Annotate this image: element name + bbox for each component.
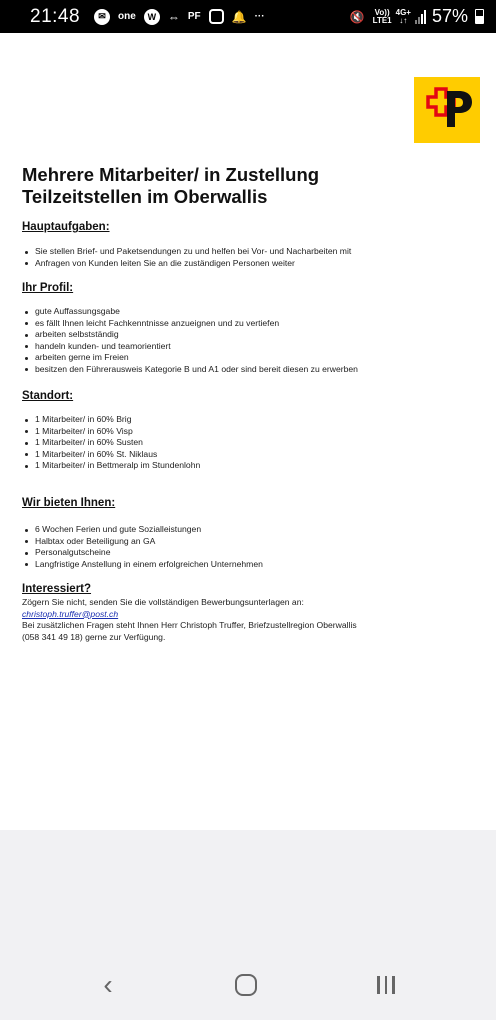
instagram-icon: [209, 9, 224, 24]
recent-apps-icon: [377, 976, 395, 994]
volte-indicator: [373, 9, 392, 25]
data-transfer-icon: ⇔: [167, 9, 180, 24]
more-notifications-icon: ···: [254, 11, 265, 22]
list-item: 1 Mitarbeiter/ in Bettmeralp im Stundenlohn: [22, 460, 200, 472]
volte-top: Vo)): [374, 7, 390, 17]
one-label: one: [118, 11, 136, 22]
list-item: Anfragen von Kunden leiten Sie an die zuständigen Personen weiter: [22, 258, 351, 270]
list-item: arbeiten gerne im Freien: [22, 352, 358, 364]
network-indicator: [396, 9, 411, 25]
heading-standort: Standort:: [22, 390, 74, 402]
interessiert-line-4: (058 341 49 18) gerne zur Verfügung.: [22, 631, 166, 642]
post-logo-icon: [414, 77, 480, 143]
navigation-bar: [0, 960, 496, 1010]
recent-apps-button[interactable]: [366, 970, 406, 1000]
list-standort: [22, 414, 200, 472]
list-item: besitzen den Führerausweis Kategorie B und A1 oder sind bereit diesen zu erwerben: [22, 364, 358, 376]
list-item: es fällt Ihnen leicht Fachkenntnisse anzueignen und zu vertiefen: [22, 318, 358, 330]
mute-icon: 🔇: [349, 9, 365, 24]
battery-icon: [475, 9, 484, 24]
home-button[interactable]: [226, 970, 266, 1000]
title-line-1: Mehrere Mitarbeiter/ in Zustellung: [22, 164, 320, 185]
home-icon: [235, 974, 257, 996]
list-profil: [22, 306, 358, 376]
status-bar: [0, 0, 496, 33]
vpn-shield-icon: W: [144, 9, 160, 25]
list-item: 1 Mitarbeiter/ in 60% Brig: [22, 414, 200, 426]
email-link[interactable]: christoph.truffer@post.ch: [22, 608, 119, 619]
pf-label: PF: [187, 11, 201, 22]
bell-icon: 🔔: [231, 9, 247, 24]
job-posting-image: [0, 33, 496, 830]
back-button[interactable]: [88, 970, 128, 1000]
title-line-2: Teilzeitstellen im Oberwallis: [22, 186, 268, 207]
swiss-post-logo: [414, 77, 480, 143]
list-item: 6 Wochen Ferien und gute Sozialleistungen: [22, 524, 263, 536]
back-icon: ‹: [103, 969, 113, 1000]
list-item: handeln kunden- und teamorientiert: [22, 341, 358, 353]
list-wir-bieten: [22, 524, 263, 570]
interessiert-line-1: Zögern Sie nicht, senden Sie die vollständigen Bewerbungsunterlagen an:: [22, 597, 304, 607]
list-item: 1 Mitarbeiter/ in 60% Susten: [22, 437, 200, 449]
heading-wir-bieten: Wir bieten Ihnen:: [22, 497, 116, 509]
heading-hauptaufgaben: Hauptaufgaben:: [22, 221, 110, 233]
list-item: Halbtax oder Beteiligung an GA: [22, 536, 263, 548]
list-item: 1 Mitarbeiter/ in 60% St. Niklaus: [22, 449, 200, 461]
messenger-icon: ✉: [94, 9, 110, 25]
network-top: 4G+: [395, 7, 411, 17]
clock: 21:48: [30, 5, 81, 27]
volte-bottom: LTE1: [372, 15, 392, 25]
battery-percent: 57%: [431, 6, 468, 26]
list-item: Langfristige Anstellung in einem erfolgreichen Unternehmen: [22, 559, 263, 571]
network-bottom: ↓↑: [399, 15, 408, 25]
list-item: gute Auffassungsgabe: [22, 306, 358, 318]
list-item: arbeiten selbstständig: [22, 329, 358, 341]
signal-icon: [415, 10, 426, 24]
interessiert-line-3: Bei zusätzlichen Fragen steht Ihnen Herr Christoph Truffer, Briefzustellregion Oberwallis: [22, 620, 357, 631]
page-title: [22, 164, 319, 208]
list-item: 1 Mitarbeiter/ in 60% Visp: [22, 426, 200, 438]
list-item: Sie stellen Brief- und Paketsendungen zu und helfen bei Vor- und Nacharbeiten mit: [22, 246, 351, 258]
list-hauptaufgaben: [22, 246, 351, 269]
heading-profil: Ihr Profil:: [22, 282, 74, 294]
list-item: Personalgutscheine: [22, 547, 263, 559]
interessiert-text: [22, 597, 357, 643]
heading-interessiert: Interessiert?: [22, 583, 92, 595]
